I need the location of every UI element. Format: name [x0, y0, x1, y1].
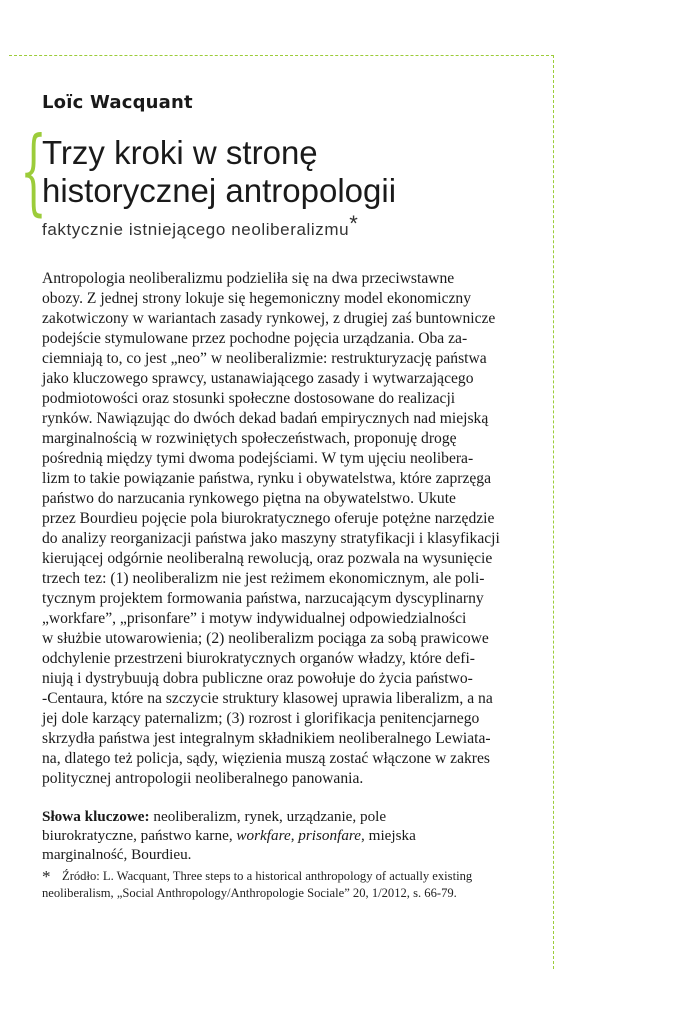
abstract-line: rynków. Nawiązując do dwóch dekad badań empirycznych nad miejską — [42, 410, 489, 427]
article-subtitle — [42, 211, 359, 241]
keywords-separator: , — [290, 827, 299, 844]
article-title — [42, 134, 522, 210]
keywords-label: Słowa kluczowe: — [42, 808, 150, 825]
title-line: historycznej antropologii — [42, 172, 397, 209]
footnote — [42, 866, 482, 902]
abstract-line: do analizy reorganizacji państwa jako maszyny stratyfikacji i klasyfikacji — [42, 530, 500, 547]
abstract-line: jej dole karzący paternalizm; (3) rozrost i glorifikacja penitencjarnego — [42, 710, 480, 727]
abstract-line: trzech tez: (1) neoliberalizm nie jest reżimem ekonomicznym, ale poli- — [42, 570, 485, 587]
abstract-line: skrzydła państwa jest integralnym składnikiem neoliberalnego Lewiata- — [42, 730, 491, 747]
abstract-line: tycznym projektem formowania państwa, narzucającym dyscyplinarny — [42, 590, 484, 607]
abstract-line: podmiotowości oraz stosunki społeczne dostosowane do realizacji — [42, 390, 456, 407]
abstract — [42, 269, 505, 789]
abstract-line: „workfare”, „prisonfare” i motyw indywidualnej odpowiedzialności — [42, 610, 467, 627]
abstract-line: podejście stymulowane przez pochodne pojęcia urządzania. Oba za- — [42, 330, 468, 347]
abstract-line: marginalnością w rozwiniętych społeczeństwach, proponuję drogę — [42, 430, 457, 447]
keyword-italic: workfare — [236, 827, 291, 844]
abstract-line: niują i dystrybuują dobra publiczne oraz powołuje do życia państwo- — [42, 670, 473, 687]
abstract-line: politycznej antropologii neoliberalnego panowania. — [42, 770, 364, 787]
abstract-line: państwo do narzucania rynkowego piętna na obywatelstwo. Ukute — [42, 490, 456, 507]
subtitle-text: faktycznie istniejącego neoliberalizmu — [42, 220, 350, 239]
abstract-line: Antropologia neoliberalizmu podzieliła się na dwa przeciwstawne — [42, 270, 455, 287]
keywords-text: neoliberalizm, rynek, urządzanie, pole biurokratyczne, państwo karne, — [42, 808, 387, 844]
abstract-line: pośrednią między tymi dwoma podejściami. W tym ujęciu neolibera- — [42, 450, 474, 467]
abstract-line: jako kluczowego sprawcy, ustanawiającego zasady i wytwarzającego — [42, 370, 474, 387]
abstract-line: ciemniają to, co jest „neo” w neoliberalizmie: restrukturyzację państwa — [42, 350, 487, 367]
abstract-line: lizm to takie powiązanie państwa, rynku i obywatelstwa, które zaprzęga — [42, 470, 492, 487]
title-line: Trzy kroki w stronę — [42, 134, 318, 171]
keywords — [42, 807, 482, 864]
footnote-mark: * — [42, 867, 51, 886]
abstract-line: obozy. Z jednej strony lokuje się hegemoniczny model ekonomiczny — [42, 290, 472, 307]
author-name: Loïc Wacquant — [42, 92, 193, 113]
keywords-text: , miejska marginalność, Bourdieu. — [42, 827, 416, 863]
abstract-line: na, dlatego też policja, sądy, więzienia muszą zostać włączone w zakres — [42, 750, 490, 767]
footnote-marker[interactable]: * — [349, 211, 359, 236]
abstract-line: w służbie utowarowienia; (2) neoliberalizm pociąga za sobą prawicowe — [42, 630, 489, 647]
curly-brace-ornament: { — [20, 117, 47, 226]
abstract-line: -Centaura, które na szczycie struktury klasowej uprawia liberalizm, a na — [42, 690, 493, 707]
footnote-text: Źródło: L. Wacquant, Three steps to a historical anthropology of actually existing neoliberalism, „Social Anthropology/Anthropologie Sociale” 20, 1/2012, s. 66-79. — [42, 869, 473, 900]
abstract-line: przez Bourdieu pojęcie pola biurokratycznego oferuje potężne narzędzie — [42, 510, 495, 527]
abstract-line: odchylenie przestrzeni biurokratycznych organów władzy, które defi- — [42, 650, 475, 667]
keyword-italic: prisonfare — [298, 827, 362, 844]
abstract-line: kierującej odgórnie neoliberalną rewolucją, oraz pozwala na wysunięcie — [42, 550, 493, 567]
abstract-line: zakotwiczony w wariantach zasady rynkowej, z drugiej zaś buntownicze — [42, 310, 496, 327]
